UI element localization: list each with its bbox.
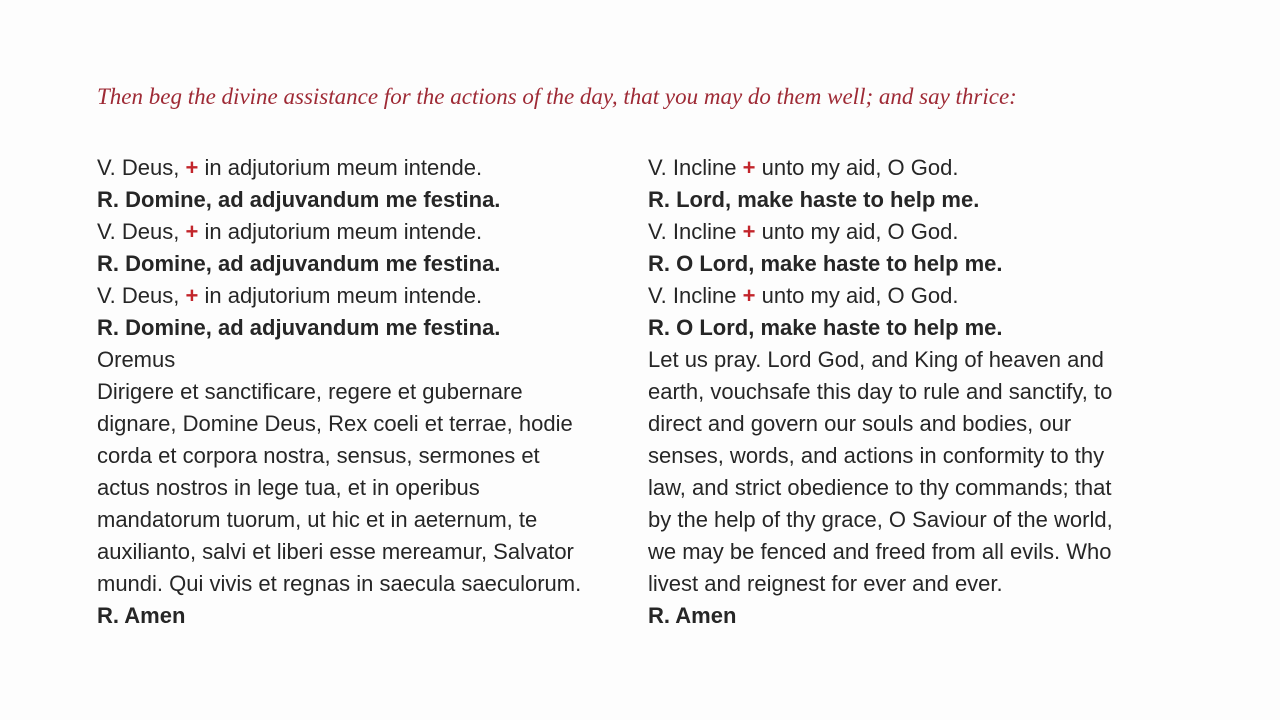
cross-icon: +: [185, 219, 199, 244]
cross-icon: +: [742, 219, 756, 244]
amen-line: R. Amen: [97, 603, 186, 628]
versicle-line: [97, 152, 581, 184]
versicle-text: in adjutorium meum intende.: [204, 219, 483, 244]
versicle-line: [97, 280, 581, 312]
prayer-line: livest and reignest for ever and ever.: [648, 571, 1003, 596]
versicle-line: [648, 216, 1113, 248]
response-line: R. Lord, make haste to help me.: [648, 187, 980, 212]
english-column: [648, 152, 1113, 632]
cross-icon: +: [185, 283, 199, 308]
versicle-text: unto my aid, O God.: [761, 155, 959, 180]
versicle-text: in adjutorium meum intende.: [204, 283, 483, 308]
prayer-line: actus nostros in lege tua, et in operibus: [97, 475, 480, 500]
versicle-line: [648, 152, 1113, 184]
prayer-line: mandatorum tuorum, ut hic et in aeternum, te: [97, 507, 538, 532]
prayer-line: auxilianto, salvi et liberi esse mereamur, Salvator: [97, 539, 574, 564]
cross-icon: +: [185, 155, 199, 180]
prayer-line: earth, vouchsafe this day to rule and sanctify, to: [648, 379, 1113, 404]
prayer-line: senses, words, and actions in conformity to thy: [648, 443, 1105, 468]
oremus-line: Oremus: [97, 347, 176, 372]
response-line: R. Domine, ad adjuvandum me festina.: [97, 251, 501, 276]
versicle-prefix: V. Deus,: [97, 155, 180, 180]
prayer-line: direct and govern our souls and bodies, our: [648, 411, 1072, 436]
prayer-line: by the help of thy grace, O Saviour of the world,: [648, 507, 1113, 532]
versicle-text: unto my aid, O God.: [761, 283, 959, 308]
prayer-line: Dirigere et sanctificare, regere et gubernare: [97, 379, 523, 404]
versicle-line: [97, 216, 581, 248]
prayer-line: we may be fenced and freed from all evils. Who: [648, 539, 1112, 564]
prayer-line: corda et corpora nostra, sensus, sermones et: [97, 443, 540, 468]
cross-icon: +: [742, 283, 756, 308]
versicle-prefix: V. Incline: [648, 219, 737, 244]
versicle-text: in adjutorium meum intende.: [204, 155, 483, 180]
response-line: R. Domine, ad adjuvandum me festina.: [97, 315, 501, 340]
latin-column: [97, 152, 581, 632]
versicle-prefix: V. Deus,: [97, 283, 180, 308]
response-line: R. O Lord, make haste to help me.: [648, 251, 1003, 276]
amen-line: R. Amen: [648, 603, 737, 628]
prayer-line: dignare, Domine Deus, Rex coeli et terrae, hodie: [97, 411, 573, 436]
versicle-line: [648, 280, 1113, 312]
response-line: R. O Lord, make haste to help me.: [648, 315, 1003, 340]
versicle-prefix: V. Incline: [648, 155, 737, 180]
versicle-text: unto my aid, O God.: [761, 219, 959, 244]
prayer-line: law, and strict obedience to thy commands; that: [648, 475, 1112, 500]
response-line: R. Domine, ad adjuvandum me festina.: [97, 187, 501, 212]
versicle-prefix: V. Deus,: [97, 219, 180, 244]
versicle-prefix: V. Incline: [648, 283, 737, 308]
rubric-heading: Then beg the divine assistance for the actions of the day, that you may do them well; and say thrice:: [97, 84, 1017, 109]
prayer-line: mundi. Qui vivis et regnas in saecula saeculorum.: [97, 571, 582, 596]
prayer-line: Let us pray. Lord God, and King of heaven and: [648, 347, 1104, 372]
cross-icon: +: [742, 155, 756, 180]
